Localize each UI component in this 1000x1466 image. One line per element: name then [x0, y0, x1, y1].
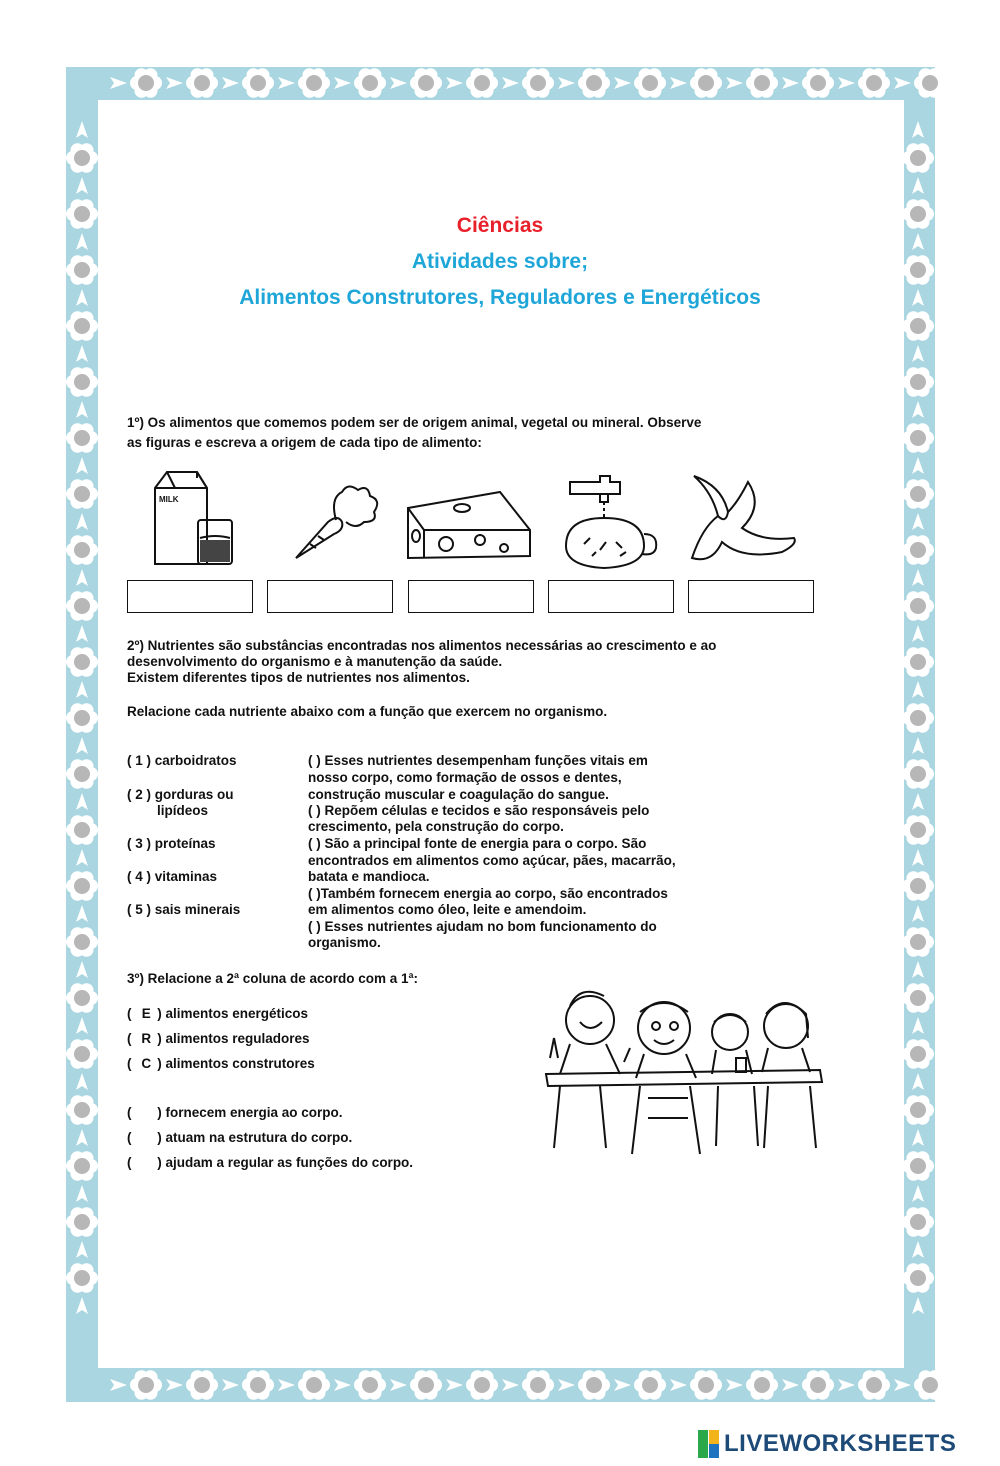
- border-leaf-icon: [782, 77, 799, 89]
- border-flower-icon: [902, 591, 934, 621]
- border-leaf-icon: [222, 77, 239, 89]
- border-flower-icon: [66, 983, 98, 1013]
- border-flower-icon: [66, 1095, 98, 1125]
- q3-col1-item: ( E ) alimentos energéticos: [127, 1006, 309, 1021]
- border-flower-icon: [902, 647, 934, 677]
- border-flower-icon: [634, 68, 666, 98]
- border-leaf-icon: [76, 1129, 88, 1146]
- border-leaf-icon: [76, 1017, 88, 1034]
- brand-name: LIVEWORKSHEETS: [724, 1430, 957, 1457]
- nutrient-item: ( 5 ) sais minerais: [127, 902, 241, 917]
- border-flower-icon: [242, 1370, 274, 1400]
- q1-answer-box-2[interactable]: [267, 580, 393, 613]
- border-leaf-icon: [76, 177, 88, 194]
- border-leaf-icon: [76, 1297, 88, 1314]
- function-line: construção muscular e coagulação do sangue.: [308, 787, 609, 802]
- function-line: ( ) São a principal fonte de energia para o corpo. São: [308, 836, 647, 851]
- border-leaf-icon: [446, 1379, 463, 1391]
- border-flower-icon: [902, 815, 934, 845]
- border-leaf-icon: [76, 457, 88, 474]
- q1-answer-box-5[interactable]: [688, 580, 814, 613]
- border-leaf-icon: [76, 737, 88, 754]
- border-leaf-icon: [912, 457, 924, 474]
- border-flower-icon: [66, 759, 98, 789]
- border-flower-icon: [902, 1151, 934, 1181]
- function-line: organismo.: [308, 935, 381, 950]
- nutrient-item: ( 3 ) proteínas: [127, 836, 216, 851]
- border-leaf-icon: [894, 77, 911, 89]
- border-flower-icon: [902, 1039, 934, 1069]
- border-leaf-icon: [782, 1379, 799, 1391]
- function-line: batata e mandioca.: [308, 869, 430, 884]
- liveworksheets-logo-icon: [698, 1430, 720, 1458]
- border-leaf-icon: [670, 1379, 687, 1391]
- cheese-icon: [404, 490, 534, 562]
- border-flower-icon: [902, 535, 934, 565]
- border-flower-icon: [410, 1370, 442, 1400]
- q3-col1-letter: C: [141, 1056, 152, 1071]
- q2-text-line3: Existem diferentes tipos de nutrientes nos alimentos.: [127, 670, 470, 685]
- border-leaf-icon: [912, 1073, 924, 1090]
- border-flower-icon: [66, 591, 98, 621]
- border-leaf-icon: [912, 401, 924, 418]
- border-flower-icon: [522, 1370, 554, 1400]
- q3-col1-letter: E: [141, 1006, 151, 1021]
- border-flower-icon: [186, 1370, 218, 1400]
- border-leaf-icon: [110, 1379, 127, 1391]
- border-flower-icon: [186, 68, 218, 98]
- border-leaf-icon: [502, 77, 519, 89]
- water-faucet-icon: [560, 472, 664, 572]
- border-leaf-icon: [390, 1379, 407, 1391]
- border-leaf-icon: [912, 737, 924, 754]
- border-flower-icon: [914, 68, 946, 98]
- border-flower-icon: [802, 1370, 834, 1400]
- border-leaf-icon: [76, 961, 88, 978]
- border-flower-icon: [66, 535, 98, 565]
- border-leaf-icon: [334, 1379, 351, 1391]
- border-leaf-icon: [912, 345, 924, 362]
- q1-text-line1: 1º) Os alimentos que comemos podem ser de origem animal, vegetal ou mineral. Observe: [127, 415, 702, 430]
- function-line: ( )Também fornecem energia ao corpo, são encontrados: [308, 886, 668, 901]
- border-leaf-icon: [614, 77, 631, 89]
- border-flower-icon: [902, 927, 934, 957]
- activity-subtitle: Atividades sobre;: [411, 250, 589, 273]
- border-leaf-icon: [278, 1379, 295, 1391]
- nutrient-item: lipídeos: [157, 803, 209, 818]
- border-leaf-icon: [912, 177, 924, 194]
- border-flower-icon: [902, 983, 934, 1013]
- border-leaf-icon: [912, 625, 924, 642]
- border-flower-icon: [914, 1370, 946, 1400]
- border-flower-icon: [634, 1370, 666, 1400]
- border-leaf-icon: [912, 793, 924, 810]
- border-flower-icon: [298, 68, 330, 98]
- border-flower-icon: [858, 1370, 890, 1400]
- border-flower-icon: [902, 367, 934, 397]
- q2-text-line2: desenvolvimento do organismo e à manutenção da saúde.: [127, 654, 503, 669]
- milk-label: MILK: [159, 495, 179, 504]
- subject-title: Ciências: [456, 214, 544, 237]
- border-flower-icon: [66, 479, 98, 509]
- border-flower-icon: [902, 143, 934, 173]
- border-flower-icon: [242, 68, 274, 98]
- border-leaf-icon: [726, 77, 743, 89]
- border-leaf-icon: [838, 1379, 855, 1391]
- q1-answer-box-3[interactable]: [408, 580, 534, 613]
- border-leaf-icon: [912, 1185, 924, 1202]
- border-flower-icon: [66, 927, 98, 957]
- border-leaf-icon: [76, 625, 88, 642]
- function-line: ( ) Esses nutrientes ajudam no bom funcionamento do: [308, 919, 657, 934]
- border-flower-icon: [66, 1263, 98, 1293]
- border-flower-icon: [354, 68, 386, 98]
- function-line: crescimento, pela construção do corpo.: [308, 819, 564, 834]
- q3-col1-letter: R: [141, 1031, 152, 1046]
- border-leaf-icon: [76, 905, 88, 922]
- border-flower-icon: [66, 703, 98, 733]
- border-flower-icon: [66, 311, 98, 341]
- border-leaf-icon: [894, 1379, 911, 1391]
- q2-text-line1: 2º) Nutrientes são substâncias encontradas nos alimentos necessárias ao crescimento e ao: [127, 638, 717, 653]
- border-flower-icon: [66, 143, 98, 173]
- border-leaf-icon: [912, 1241, 924, 1258]
- border-flower-icon: [902, 1263, 934, 1293]
- q3-col1-item: ( C ) alimentos construtores: [127, 1056, 315, 1071]
- border-flower-icon: [66, 647, 98, 677]
- border-flower-icon: [902, 871, 934, 901]
- border-leaf-icon: [222, 1379, 239, 1391]
- border-flower-icon: [746, 68, 778, 98]
- border-leaf-icon: [912, 681, 924, 698]
- border-flower-icon: [66, 1039, 98, 1069]
- border-leaf-icon: [912, 961, 924, 978]
- border-leaf-icon: [76, 569, 88, 586]
- border-flower-icon: [66, 1207, 98, 1237]
- border-leaf-icon: [912, 1297, 924, 1314]
- border-flower-icon: [858, 68, 890, 98]
- border-flower-icon: [354, 1370, 386, 1400]
- border-flower-icon: [690, 68, 722, 98]
- border-leaf-icon: [912, 1129, 924, 1146]
- border-leaf-icon: [76, 849, 88, 866]
- border-leaf-icon: [912, 121, 924, 138]
- border-flower-icon: [902, 1207, 934, 1237]
- border-flower-icon: [902, 703, 934, 733]
- border-flower-icon: [578, 1370, 610, 1400]
- border-flower-icon: [690, 1370, 722, 1400]
- border-flower-icon: [902, 1095, 934, 1125]
- border-leaf-icon: [912, 1017, 924, 1034]
- q2-instruction: Relacione cada nutriente abaixo com a função que exercem no organismo.: [127, 704, 608, 719]
- q1-text-line2: as figuras e escreva a origem de cada tipo de alimento:: [127, 435, 482, 450]
- border-leaf-icon: [110, 77, 127, 89]
- border-flower-icon: [130, 68, 162, 98]
- border-flower-icon: [902, 759, 934, 789]
- q1-answer-box-4[interactable]: [548, 580, 674, 613]
- border-leaf-icon: [558, 1379, 575, 1391]
- border-flower-icon: [578, 68, 610, 98]
- border-leaf-icon: [670, 77, 687, 89]
- q3-col2-item: ( ) fornecem energia ao corpo.: [127, 1105, 343, 1120]
- border-leaf-icon: [76, 681, 88, 698]
- border-leaf-icon: [502, 1379, 519, 1391]
- banana-icon: [682, 472, 804, 568]
- border-flower-icon: [746, 1370, 778, 1400]
- children-eating-illustration: [540, 978, 830, 1160]
- border-flower-icon: [410, 68, 442, 98]
- border-flower-icon: [66, 871, 98, 901]
- carrot-icon: [290, 478, 390, 564]
- border-flower-icon: [66, 423, 98, 453]
- border-leaf-icon: [76, 1241, 88, 1258]
- nutrient-item: ( 2 ) gorduras ou: [127, 787, 234, 802]
- border-leaf-icon: [614, 1379, 631, 1391]
- border-leaf-icon: [76, 1185, 88, 1202]
- border-leaf-icon: [838, 77, 855, 89]
- border-flower-icon: [902, 311, 934, 341]
- function-line: nosso corpo, como formação de ossos e dentes,: [308, 770, 622, 785]
- q3-col1-item: ( R ) alimentos reguladores: [127, 1031, 310, 1046]
- q3-col2-item: ( ) atuam na estrutura do corpo.: [127, 1130, 353, 1145]
- topic-title: Alimentos Construtores, Reguladores e Energéticos: [239, 286, 761, 309]
- border-leaf-icon: [390, 77, 407, 89]
- border-leaf-icon: [166, 1379, 183, 1391]
- border-leaf-icon: [446, 77, 463, 89]
- border-flower-icon: [298, 1370, 330, 1400]
- nutrient-item: ( 4 ) vitaminas: [127, 869, 218, 884]
- border-leaf-icon: [76, 121, 88, 138]
- milk-carton-icon: [145, 468, 245, 570]
- border-leaf-icon: [76, 1073, 88, 1090]
- border-leaf-icon: [558, 77, 575, 89]
- border-leaf-icon: [912, 569, 924, 586]
- border-leaf-icon: [76, 793, 88, 810]
- border-flower-icon: [66, 1151, 98, 1181]
- border-flower-icon: [66, 367, 98, 397]
- nutrient-item: ( 1 ) carboidratos: [127, 753, 237, 768]
- border-flower-icon: [466, 68, 498, 98]
- function-line: encontrados em alimentos como açúcar, pães, macarrão,: [308, 853, 676, 868]
- border-flower-icon: [902, 423, 934, 453]
- border-flower-icon: [66, 815, 98, 845]
- border-leaf-icon: [278, 77, 295, 89]
- border-leaf-icon: [912, 849, 924, 866]
- border-flower-icon: [522, 68, 554, 98]
- border-leaf-icon: [76, 401, 88, 418]
- border-flower-icon: [466, 1370, 498, 1400]
- border-leaf-icon: [76, 345, 88, 362]
- q3-col2-item: ( ) ajudam a regular as funções do corpo.: [127, 1155, 414, 1170]
- border-leaf-icon: [76, 513, 88, 530]
- border-leaf-icon: [912, 905, 924, 922]
- border-flower-icon: [130, 1370, 162, 1400]
- border-leaf-icon: [726, 1379, 743, 1391]
- border-leaf-icon: [334, 77, 351, 89]
- border-flower-icon: [902, 479, 934, 509]
- function-line: ( ) Esses nutrientes desempenham funções vitais em: [308, 753, 648, 768]
- border-leaf-icon: [912, 513, 924, 530]
- border-leaf-icon: [166, 77, 183, 89]
- function-line: em alimentos como óleo, leite e amendoim.: [308, 902, 587, 917]
- q3-title: 3º) Relacione a 2ª coluna de acordo com a 1ª:: [127, 971, 419, 986]
- function-line: ( ) Repõem células e tecidos e são responsáveis pelo: [308, 803, 650, 818]
- q1-answer-box-1[interactable]: [127, 580, 253, 613]
- border-flower-icon: [802, 68, 834, 98]
